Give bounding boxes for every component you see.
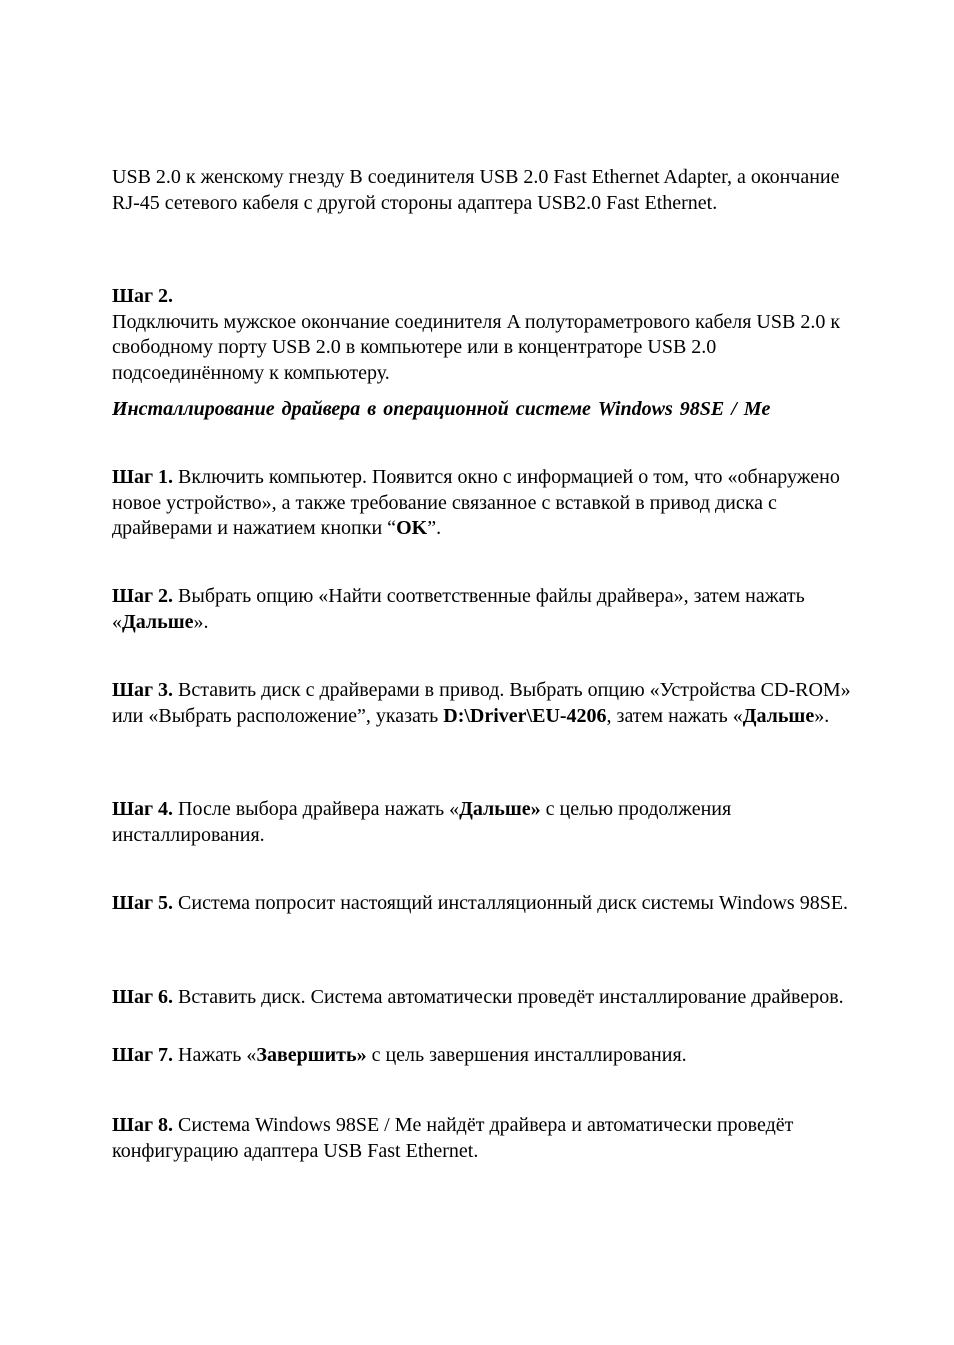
- step-5-paragraph: [112, 891, 852, 917]
- step-8-label: Шаг 8.: [112, 1114, 174, 1136]
- step-7-label: Шаг 7.: [112, 1044, 174, 1066]
- step-2-connect-block: [112, 284, 852, 386]
- step-5-text: Система попросит настоящий инсталляционный диск системы Windows 98SE.: [173, 892, 849, 914]
- step-3-label: Шаг 3.: [112, 679, 174, 701]
- step-3-paragraph: [112, 678, 852, 729]
- step-3-text: Вставить диск с драйверами в привод. Выбрать опцию «Устройства CD-ROM» или «Выбрать расположение”, указать: [112, 679, 851, 727]
- step-3-path-emphasis: D:\Driver\EU-4206: [443, 704, 607, 727]
- step-3-text-end: ».: [814, 704, 830, 727]
- step-5-label: Шаг 5.: [112, 892, 174, 914]
- step-4-paragraph: [112, 797, 852, 848]
- step-2-text: Выбрать опцию «Найти соответственные файлы драйвера», затем нажать «: [112, 585, 805, 633]
- step-3-text-mid: , затем нажать «: [606, 704, 743, 727]
- step-7-text-end: с цель завершения инсталлирования.: [366, 1044, 687, 1066]
- step-1-paragraph: [112, 465, 852, 542]
- step-7-text: Нажать «: [173, 1044, 257, 1066]
- step-3-next-emphasis: Дальше: [742, 704, 815, 727]
- step-4-text: После выбора драйвера нажать «: [173, 798, 460, 820]
- step-1-label: Шаг 1.: [112, 466, 174, 488]
- step-8-text: Система Windows 98SE / Me найдёт драйвера и автоматически проведёт конфигурацию адаптера USB Fast Ethernet.: [112, 1114, 794, 1162]
- step-6-text: Вставить диск. Система автоматически проведёт инсталлирование драйверов.: [173, 986, 844, 1008]
- step-2-connect-text: Подключить мужское окончание соединителя A полутораметрового кабеля USB 2.0 к свободному порту USB 2.0 в компьютере или в концентраторе USB 2.0 подсоединённому к компьютеру.: [112, 310, 841, 384]
- step-6-paragraph: [112, 985, 852, 1011]
- intro-paragraph: [112, 165, 852, 216]
- step-1-text: Включить компьютер. Появится окно с информацией о том, что «обнаружено новое устройство», а также требование связанное с вставкой в привод диска с драйверами и нажатием кнопки “: [112, 466, 840, 539]
- step-7-paragraph: [112, 1043, 852, 1069]
- step-7-finish-emphasis: Завершить»: [256, 1044, 367, 1066]
- section-heading: Инсталлирование драйвера в операционной системе Windows 98SE / Me: [112, 398, 771, 420]
- step-4-label: Шаг 4.: [112, 798, 174, 820]
- intro-text: USB 2.0 к женскому гнезду B соединителя USB 2.0 Fast Ethernet Adapter, а окончание RJ-45 сетевого кабеля с другой стороны адаптера USB2.0 Fast Ethernet.: [112, 166, 840, 214]
- step-8-paragraph: [112, 1113, 852, 1164]
- step-1-text-end: ”.: [427, 517, 442, 539]
- step-2-next-emphasis: Дальше: [122, 610, 194, 633]
- step-6-label: Шаг 6.: [112, 986, 174, 1008]
- step-2-label: Шаг 2.: [112, 585, 174, 607]
- step-2-paragraph: [112, 584, 852, 635]
- step-1-ok-emphasis: OK: [396, 517, 428, 539]
- step-4-next-emphasis: Дальше»: [459, 798, 541, 820]
- step-2-text-end: ».: [193, 610, 209, 633]
- step-4-text-end: с целью продолжения инсталлирования.: [112, 798, 732, 846]
- step-2-connect-label: Шаг 2.: [112, 285, 174, 307]
